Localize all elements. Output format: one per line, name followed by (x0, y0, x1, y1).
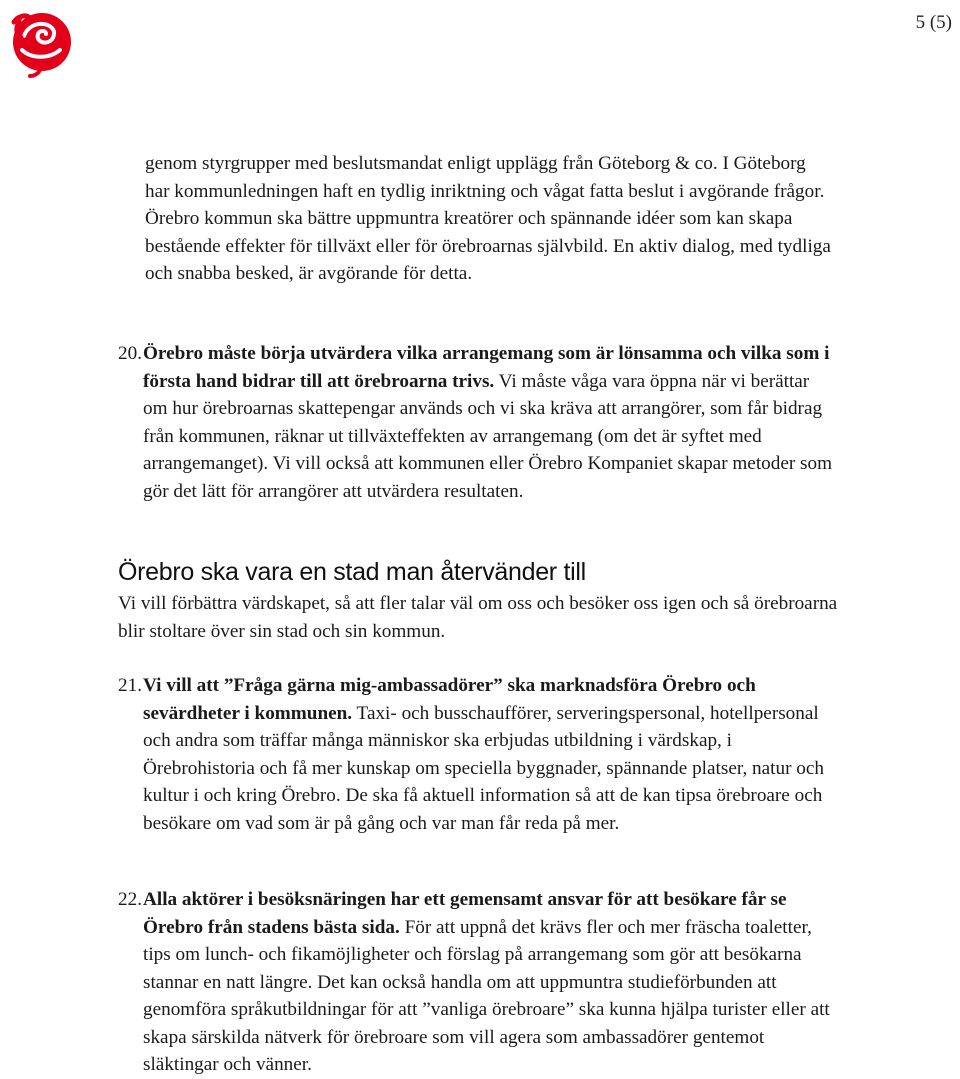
list-item-body: För att uppnå det krävs fler och mer fräscha toaletter, tips om lunch- och fikamöjligheter och förslag på arrangemang som gör att besökarna stannar en natt längre. Det kan också handla om att uppmuntra studieförbunden att genomföra språkutbildningar för att ”vanliga örebroare” ska kunna hjälpa turister eller att skapa särskilda nätverk för örebroare som vill agera som ambassadörer gentemot släktingar och vänner. (143, 916, 830, 1075)
list-item-text (143, 340, 833, 505)
page-number: 5 (5) (915, 12, 952, 33)
list-item-bold: Vi vill att ”Fråga gärna mig-ambassadörer” ska marknadsföra Örebro och sevärdheter i kommunen. (143, 675, 756, 724)
list-item-bold: Örebro måste börja utvärdera vilka arrangemang som är lönsamma och vilka som i första hand bidrar till att örebroarna trivs. (143, 343, 830, 392)
red-rose-logo-icon (4, 6, 76, 78)
list-item-number: 20. (118, 343, 142, 364)
list-item-number: 21. (118, 675, 142, 696)
list-item-body: Vi måste våga vara öppna när vi berättar om hur örebroarnas skattepengar används och vi ska kräva att arrangörer, som får bidrag från kommunen, räknar ut tillväxteffekten av arrangemang (om det är syftet med arrangemanget). Vi vill också att kommunen eller Örebro Kompaniet skapar metoder som gör det lätt för arrangörer att utvärdera resultaten. (143, 370, 833, 502)
section-heading: Örebro ska vara en stad man återvänder till (118, 558, 586, 586)
list-item-bold: Alla aktörer i besöksnäringen har ett gemensamt ansvar för att besökare får se Örebro från stadens bästa sida. (143, 889, 787, 938)
list-item-number: 22. (118, 889, 142, 910)
list-item-text (143, 672, 838, 837)
intro-paragraph: genom styrgrupper med beslutsmandat enligt upplägg från Göteborg & co. I Göteborg har kommunledningen haft en tydlig inriktning och vågat fatta beslut i avgörande frågor. Örebro kommun ska bättre uppmuntra kreatörer och spännande idéer som kan skapa bestående effekter för tillväxt eller för örebroarnas självbild. En aktiv dialog, med tydliga och snabba besked, är avgörande för detta. (145, 153, 831, 284)
list-item-body: Taxi- och busschaufförer, serveringspersonal, hotellpersonal och andra som träffar många människor ska erbjudas utbildning i värdskap, i Örebrohistoria och få mer kunskap om speciella byggnader, spännande platser, natur och kultur i och kring Örebro. De ska få aktuell information så att de kan tipsa örebroare och besökare om vad som är på gång och var man får reda på mer. (143, 702, 824, 834)
list-item-text (143, 886, 843, 1079)
section-intro: Vi vill förbättra värdskapet, så att fler talar väl om oss och besöker oss igen och så örebroarna blir stoltare över sin stad och sin kommun. (118, 593, 838, 642)
